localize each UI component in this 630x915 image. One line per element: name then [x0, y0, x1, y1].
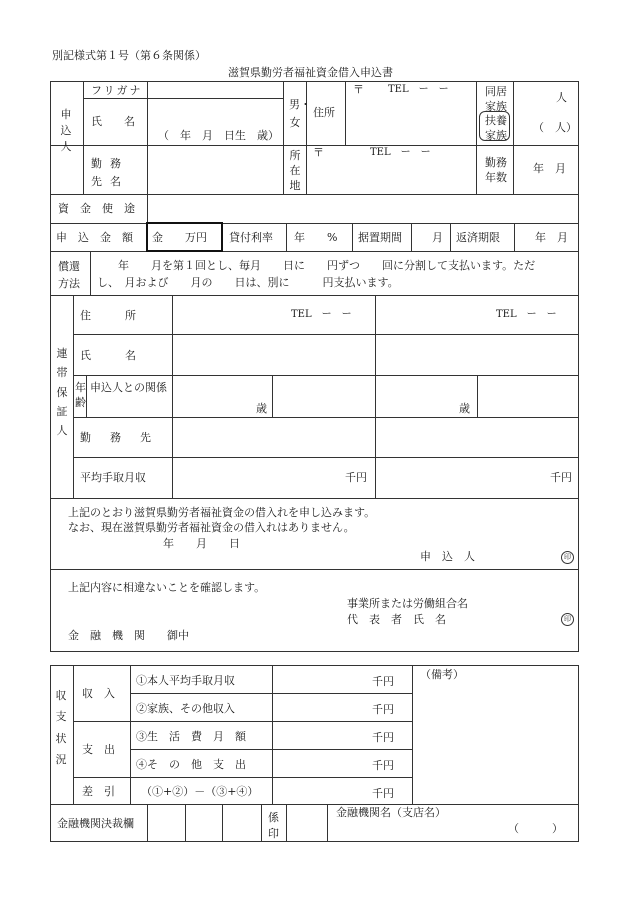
budget-row-1-unit[interactable]: 千円	[372, 675, 394, 688]
confirmation-seal-icon[interactable]: 印	[561, 613, 574, 626]
declaration-seal-icon[interactable]: 印	[561, 551, 574, 564]
applicant-section-label: 申込人	[60, 108, 72, 153]
years-label: 勤務年数	[485, 156, 507, 185]
declaration-line-2: なお、現在滋賀県勤労者福祉資金の借入れはありません。	[68, 521, 355, 534]
confirmation-rep-label: 代 表 者 氏 名	[347, 613, 446, 626]
budget-income-label: 収 入	[82, 687, 115, 700]
rate-value[interactable]: 年 %	[294, 231, 338, 244]
budget-row-5-label: （①+②）－（③+④）	[141, 785, 259, 798]
remarks-label: （備考）	[420, 668, 464, 681]
address-label: 住所	[313, 106, 335, 119]
budget-expense-label: 支 出	[82, 743, 115, 756]
guarantor-income-label: 平均手取月収	[80, 471, 146, 484]
years-value[interactable]: 年 月	[533, 162, 566, 175]
guarantor-age-unit-2[interactable]: 歳	[459, 402, 470, 415]
confirmation-line: 上記内容に相違ないことを確認します。	[68, 581, 266, 594]
rate-label: 貸付利率	[229, 231, 273, 244]
purpose-label: 資 金 使 途	[58, 202, 135, 215]
repay-period-label: 返済期限	[456, 231, 500, 244]
deferment-label: 据置期間	[358, 231, 402, 244]
guarantor-income-unit-2[interactable]: 千円	[550, 471, 572, 484]
guarantor-age-unit-1[interactable]: 歳	[256, 402, 267, 415]
budget-row-3-label: ③生 活 費 月 額	[136, 730, 246, 743]
guarantor-employer-label: 勤 務 先	[80, 431, 155, 444]
guarantor-name-label: 氏 名	[80, 349, 140, 362]
guarantor-income-unit-1[interactable]: 千円	[345, 471, 367, 484]
budget-row-2-unit[interactable]: 千円	[372, 703, 394, 716]
budget-row-3-unit[interactable]: 千円	[372, 731, 394, 744]
guarantor-tel-1[interactable]: TEL ー ー	[291, 309, 352, 320]
declaration-applicant-label: 申 込 人	[420, 550, 475, 563]
declaration-line-1: 上記のとおり滋賀県勤労者福祉資金の借入れを申し込みます。	[68, 506, 376, 519]
form-number: 別記様式第１号（第６条関係）	[52, 49, 206, 62]
repayment-line-2[interactable]: し、 月および 月の 日は、別に 円支払います。	[97, 276, 399, 289]
location-label: 所在地	[289, 149, 301, 192]
budget-row-5-unit[interactable]: 千円	[372, 787, 394, 800]
budget-balance-label: 差 引	[82, 785, 115, 798]
guarantor-address-label: 住 所	[80, 309, 140, 322]
amount-value[interactable]: 金 万円	[152, 231, 207, 244]
budget-row-4-label: ④そ の 他 支 出	[136, 758, 246, 771]
applicant-tel[interactable]: TEL ー ー	[388, 84, 449, 95]
guarantor-section-label: 連帯保証人	[56, 347, 68, 437]
guarantor-relation-label: 申込人との関係	[90, 381, 167, 394]
guarantor-age-label: 年齢	[75, 381, 86, 409]
budget-row-1-label: ①本人平均手取月収	[136, 674, 235, 687]
declaration-date[interactable]: 年 月 日	[163, 537, 240, 550]
furigana-label: フリガナ	[91, 84, 143, 97]
guarantor-tel-2[interactable]: TEL ー ー	[496, 309, 557, 320]
bank-name-label: 金融機関名（支店名）	[336, 806, 446, 819]
bank-branch-paren[interactable]: （ ）	[508, 822, 563, 835]
decision-label: 金融機関決裁欄	[57, 817, 134, 830]
employer-postal-mark: 〒	[313, 146, 324, 159]
applicant-name-label: 氏 名	[91, 115, 135, 128]
gender-label[interactable]: 男・女	[289, 98, 311, 129]
dependents-count[interactable]: （ 人）	[533, 121, 577, 134]
budget-row-2-label: ②家族、その他収入	[136, 702, 235, 715]
household-label: 同居家族	[485, 85, 507, 114]
amount-label: 申 込 金 額	[56, 231, 133, 244]
repayment-line-1[interactable]: 年 月を第１回とし、毎月 日に 円ずつ 回に分割して支払います。ただ	[118, 259, 536, 272]
employer-label: 勤務先名	[91, 157, 129, 188]
staff-seal-label: 係印	[268, 811, 279, 840]
repayment-label: 償還方法	[58, 260, 80, 290]
confirmation-org-label: 事業所または労働組合名	[347, 597, 468, 610]
household-count[interactable]: 人	[556, 91, 567, 104]
deferment-unit[interactable]: 月	[432, 231, 443, 244]
budget-section-label: 収支状況	[55, 689, 67, 767]
budget-row-4-unit[interactable]: 千円	[372, 759, 394, 772]
birth-date-field[interactable]: （ 年 月 日生 歳）	[158, 129, 279, 142]
postal-mark: 〒	[353, 83, 364, 96]
confirmation-addressee: 金 融 機 関 御中	[68, 629, 189, 642]
employer-tel[interactable]: TEL ー ー	[370, 147, 431, 158]
dependents-label: 扶養家族	[485, 114, 507, 143]
repay-period-value[interactable]: 年 月	[535, 231, 568, 244]
form-title: 滋賀県勤労者福祉資金借入申込書	[228, 66, 393, 79]
